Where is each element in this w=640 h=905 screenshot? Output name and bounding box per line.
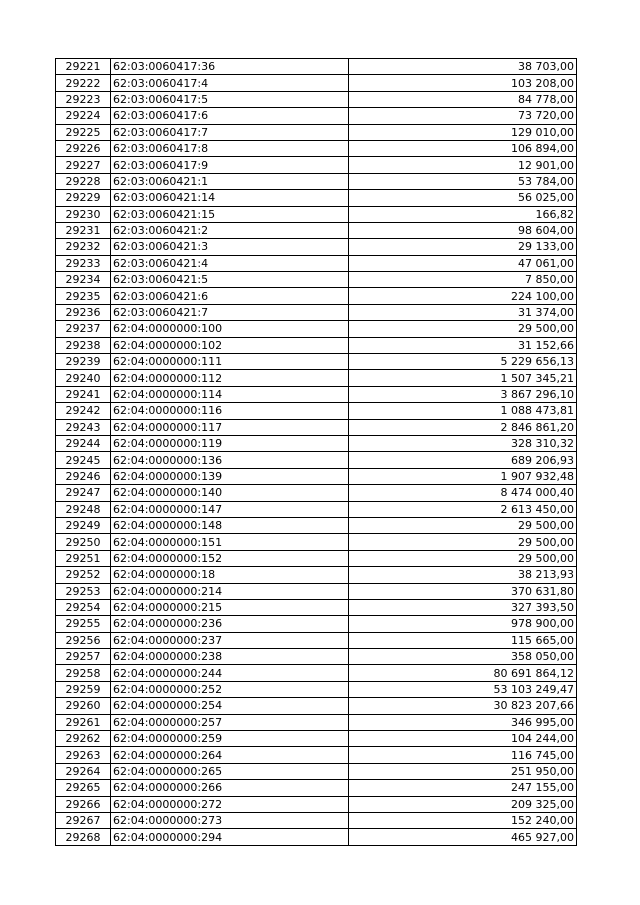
cadastral-value-cell: 129 010,00 xyxy=(349,124,577,140)
cadastral-number-cell: 62:04:0000000:254 xyxy=(111,698,349,714)
table-row xyxy=(56,190,577,206)
row-number-cell: 29224 xyxy=(56,108,111,124)
cadastral-value-cell: 1 907 932,48 xyxy=(349,468,577,484)
cadastral-value-cell: 370 631,80 xyxy=(349,583,577,599)
row-number-cell: 29249 xyxy=(56,517,111,533)
row-number-cell: 29268 xyxy=(56,829,111,845)
cadastral-value-cell: 2 846 861,20 xyxy=(349,419,577,435)
cadastral-value-cell: 31 374,00 xyxy=(349,304,577,320)
cadastral-value-cell: 166,82 xyxy=(349,206,577,222)
cadastral-number-cell: 62:04:0000000:18 xyxy=(111,567,349,583)
cadastral-value-cell: 73 720,00 xyxy=(349,108,577,124)
table-row xyxy=(56,108,577,124)
table-row xyxy=(56,698,577,714)
cadastral-number-cell: 62:03:0060417:8 xyxy=(111,140,349,156)
row-number-cell: 29236 xyxy=(56,304,111,320)
cadastral-value-cell: 106 894,00 xyxy=(349,140,577,156)
cadastral-value-cell: 104 244,00 xyxy=(349,731,577,747)
table-row xyxy=(56,714,577,730)
table-row xyxy=(56,403,577,419)
row-number-cell: 29263 xyxy=(56,747,111,763)
row-number-cell: 29232 xyxy=(56,239,111,255)
cadastral-number-cell: 62:04:0000000:151 xyxy=(111,534,349,550)
row-number-cell: 29250 xyxy=(56,534,111,550)
table-row xyxy=(56,517,577,533)
cadastral-number-cell: 62:04:0000000:237 xyxy=(111,632,349,648)
cadastral-value-cell: 7 850,00 xyxy=(349,272,577,288)
cadastral-number-cell: 62:04:0000000:147 xyxy=(111,501,349,517)
table-row xyxy=(56,763,577,779)
row-number-cell: 29225 xyxy=(56,124,111,140)
row-number-cell: 29261 xyxy=(56,714,111,730)
table-row xyxy=(56,91,577,107)
table-row xyxy=(56,550,577,566)
table-row xyxy=(56,255,577,271)
row-number-cell: 29233 xyxy=(56,255,111,271)
cadastral-number-cell: 62:04:0000000:214 xyxy=(111,583,349,599)
row-number-cell: 29257 xyxy=(56,649,111,665)
cadastral-value-cell: 978 900,00 xyxy=(349,616,577,632)
cadastral-number-cell: 62:03:0060421:15 xyxy=(111,206,349,222)
cadastral-value-cell: 328 310,32 xyxy=(349,435,577,451)
table-row xyxy=(56,386,577,402)
row-number-cell: 29239 xyxy=(56,354,111,370)
cadastral-number-cell: 62:03:0060421:1 xyxy=(111,173,349,189)
cadastral-number-cell: 62:03:0060417:4 xyxy=(111,75,349,91)
cadastral-number-cell: 62:04:0000000:112 xyxy=(111,370,349,386)
table-row xyxy=(56,812,577,828)
cadastral-number-cell: 62:04:0000000:114 xyxy=(111,386,349,402)
cadastral-number-cell: 62:04:0000000:264 xyxy=(111,747,349,763)
cadastral-number-cell: 62:04:0000000:244 xyxy=(111,665,349,681)
cadastral-value-table xyxy=(55,58,577,846)
cadastral-number-cell: 62:04:0000000:273 xyxy=(111,812,349,828)
table-row xyxy=(56,140,577,156)
cadastral-value-cell: 38 703,00 xyxy=(349,59,577,75)
row-number-cell: 29242 xyxy=(56,403,111,419)
row-number-cell: 29229 xyxy=(56,190,111,206)
cadastral-value-cell: 689 206,93 xyxy=(349,452,577,468)
cadastral-number-cell: 62:04:0000000:272 xyxy=(111,796,349,812)
row-number-cell: 29223 xyxy=(56,91,111,107)
cadastral-number-cell: 62:04:0000000:100 xyxy=(111,321,349,337)
cadastral-number-cell: 62:04:0000000:111 xyxy=(111,354,349,370)
cadastral-value-cell: 1 088 473,81 xyxy=(349,403,577,419)
row-number-cell: 29248 xyxy=(56,501,111,517)
cadastral-number-cell: 62:04:0000000:102 xyxy=(111,337,349,353)
table-row xyxy=(56,157,577,173)
cadastral-value-cell: 247 155,00 xyxy=(349,780,577,796)
row-number-cell: 29221 xyxy=(56,59,111,75)
table-row xyxy=(56,59,577,75)
cadastral-value-cell: 3 867 296,10 xyxy=(349,386,577,402)
table-row xyxy=(56,419,577,435)
cadastral-value-cell: 8 474 000,40 xyxy=(349,485,577,501)
cadastral-value-cell: 346 995,00 xyxy=(349,714,577,730)
cadastral-value-cell: 327 393,50 xyxy=(349,599,577,615)
cadastral-value-cell: 29 500,00 xyxy=(349,534,577,550)
table-row xyxy=(56,370,577,386)
cadastral-value-cell: 358 050,00 xyxy=(349,649,577,665)
row-number-cell: 29264 xyxy=(56,763,111,779)
row-number-cell: 29259 xyxy=(56,681,111,697)
cadastral-value-cell: 103 208,00 xyxy=(349,75,577,91)
cadastral-value-cell: 12 901,00 xyxy=(349,157,577,173)
table-row xyxy=(56,304,577,320)
table-row xyxy=(56,75,577,91)
table-row xyxy=(56,501,577,517)
table-row xyxy=(56,485,577,501)
cadastral-number-cell: 62:04:0000000:266 xyxy=(111,780,349,796)
table-row xyxy=(56,272,577,288)
table-row xyxy=(56,649,577,665)
cadastral-value-cell: 465 927,00 xyxy=(349,829,577,845)
cadastral-number-cell: 62:03:0060417:6 xyxy=(111,108,349,124)
cadastral-number-cell: 62:03:0060421:4 xyxy=(111,255,349,271)
cadastral-value-cell: 98 604,00 xyxy=(349,222,577,238)
row-number-cell: 29246 xyxy=(56,468,111,484)
cadastral-number-cell: 62:04:0000000:119 xyxy=(111,435,349,451)
cadastral-value-cell: 56 025,00 xyxy=(349,190,577,206)
table-row xyxy=(56,829,577,845)
cadastral-number-cell: 62:04:0000000:140 xyxy=(111,485,349,501)
cadastral-number-cell: 62:03:0060417:7 xyxy=(111,124,349,140)
cadastral-value-cell: 251 950,00 xyxy=(349,763,577,779)
cadastral-number-cell: 62:04:0000000:265 xyxy=(111,763,349,779)
table-row xyxy=(56,222,577,238)
table-row xyxy=(56,583,577,599)
row-number-cell: 29226 xyxy=(56,140,111,156)
cadastral-number-cell: 62:03:0060421:5 xyxy=(111,272,349,288)
row-number-cell: 29247 xyxy=(56,485,111,501)
table-row xyxy=(56,534,577,550)
cadastral-value-cell: 80 691 864,12 xyxy=(349,665,577,681)
table-row xyxy=(56,239,577,255)
cadastral-value-cell: 224 100,00 xyxy=(349,288,577,304)
table-row xyxy=(56,452,577,468)
cadastral-value-cell: 1 507 345,21 xyxy=(349,370,577,386)
cadastral-value-cell: 38 213,93 xyxy=(349,567,577,583)
table-row xyxy=(56,632,577,648)
cadastral-number-cell: 62:04:0000000:238 xyxy=(111,649,349,665)
table-row xyxy=(56,288,577,304)
cadastral-value-cell: 29 500,00 xyxy=(349,550,577,566)
cadastral-number-cell: 62:04:0000000:148 xyxy=(111,517,349,533)
table-row xyxy=(56,780,577,796)
row-number-cell: 29266 xyxy=(56,796,111,812)
row-number-cell: 29256 xyxy=(56,632,111,648)
table-row xyxy=(56,599,577,615)
row-number-cell: 29251 xyxy=(56,550,111,566)
row-number-cell: 29238 xyxy=(56,337,111,353)
cadastral-value-cell: 47 061,00 xyxy=(349,255,577,271)
row-number-cell: 29235 xyxy=(56,288,111,304)
cadastral-number-cell: 62:04:0000000:259 xyxy=(111,731,349,747)
cadastral-number-cell: 62:04:0000000:294 xyxy=(111,829,349,845)
table-row xyxy=(56,681,577,697)
cadastral-value-cell: 53 784,00 xyxy=(349,173,577,189)
row-number-cell: 29240 xyxy=(56,370,111,386)
row-number-cell: 29241 xyxy=(56,386,111,402)
cadastral-number-cell: 62:04:0000000:215 xyxy=(111,599,349,615)
row-number-cell: 29222 xyxy=(56,75,111,91)
table-row xyxy=(56,435,577,451)
row-number-cell: 29254 xyxy=(56,599,111,615)
row-number-cell: 29245 xyxy=(56,452,111,468)
cadastral-value-cell: 2 613 450,00 xyxy=(349,501,577,517)
row-number-cell: 29243 xyxy=(56,419,111,435)
row-number-cell: 29252 xyxy=(56,567,111,583)
row-number-cell: 29265 xyxy=(56,780,111,796)
table-row xyxy=(56,337,577,353)
row-number-cell: 29237 xyxy=(56,321,111,337)
cadastral-number-cell: 62:04:0000000:152 xyxy=(111,550,349,566)
cadastral-value-cell: 29 500,00 xyxy=(349,321,577,337)
cadastral-number-cell: 62:04:0000000:136 xyxy=(111,452,349,468)
cadastral-number-cell: 62:03:0060417:36 xyxy=(111,59,349,75)
table-row xyxy=(56,321,577,337)
cadastral-number-cell: 62:03:0060421:6 xyxy=(111,288,349,304)
cadastral-value-cell: 115 665,00 xyxy=(349,632,577,648)
table-row xyxy=(56,124,577,140)
row-number-cell: 29262 xyxy=(56,731,111,747)
row-number-cell: 29258 xyxy=(56,665,111,681)
table-row xyxy=(56,567,577,583)
row-number-cell: 29227 xyxy=(56,157,111,173)
row-number-cell: 29255 xyxy=(56,616,111,632)
cadastral-number-cell: 62:03:0060417:5 xyxy=(111,91,349,107)
cadastral-number-cell: 62:04:0000000:236 xyxy=(111,616,349,632)
cadastral-number-cell: 62:03:0060421:2 xyxy=(111,222,349,238)
cadastral-number-cell: 62:04:0000000:257 xyxy=(111,714,349,730)
row-number-cell: 29260 xyxy=(56,698,111,714)
row-number-cell: 29253 xyxy=(56,583,111,599)
row-number-cell: 29234 xyxy=(56,272,111,288)
table-row xyxy=(56,665,577,681)
cadastral-value-cell: 5 229 656,13 xyxy=(349,354,577,370)
cadastral-number-cell: 62:03:0060421:3 xyxy=(111,239,349,255)
table-row xyxy=(56,747,577,763)
cadastral-number-cell: 62:04:0000000:116 xyxy=(111,403,349,419)
cadastral-number-cell: 62:04:0000000:139 xyxy=(111,468,349,484)
table-body xyxy=(56,59,577,846)
cadastral-number-cell: 62:04:0000000:252 xyxy=(111,681,349,697)
cadastral-value-cell: 116 745,00 xyxy=(349,747,577,763)
cadastral-number-cell: 62:03:0060417:9 xyxy=(111,157,349,173)
cadastral-value-cell: 152 240,00 xyxy=(349,812,577,828)
row-number-cell: 29267 xyxy=(56,812,111,828)
row-number-cell: 29230 xyxy=(56,206,111,222)
row-number-cell: 29228 xyxy=(56,173,111,189)
cadastral-value-cell: 209 325,00 xyxy=(349,796,577,812)
cadastral-value-cell: 29 500,00 xyxy=(349,517,577,533)
cadastral-value-cell: 29 133,00 xyxy=(349,239,577,255)
cadastral-value-cell: 30 823 207,66 xyxy=(349,698,577,714)
table-row xyxy=(56,796,577,812)
table-row xyxy=(56,468,577,484)
table-row xyxy=(56,173,577,189)
cadastral-value-cell: 53 103 249,47 xyxy=(349,681,577,697)
table-row xyxy=(56,354,577,370)
cadastral-value-cell: 84 778,00 xyxy=(349,91,577,107)
cadastral-number-cell: 62:03:0060421:7 xyxy=(111,304,349,320)
row-number-cell: 29244 xyxy=(56,435,111,451)
cadastral-number-cell: 62:03:0060421:14 xyxy=(111,190,349,206)
table-row xyxy=(56,206,577,222)
cadastral-value-cell: 31 152,66 xyxy=(349,337,577,353)
table-row xyxy=(56,731,577,747)
table-row xyxy=(56,616,577,632)
cadastral-number-cell: 62:04:0000000:117 xyxy=(111,419,349,435)
row-number-cell: 29231 xyxy=(56,222,111,238)
